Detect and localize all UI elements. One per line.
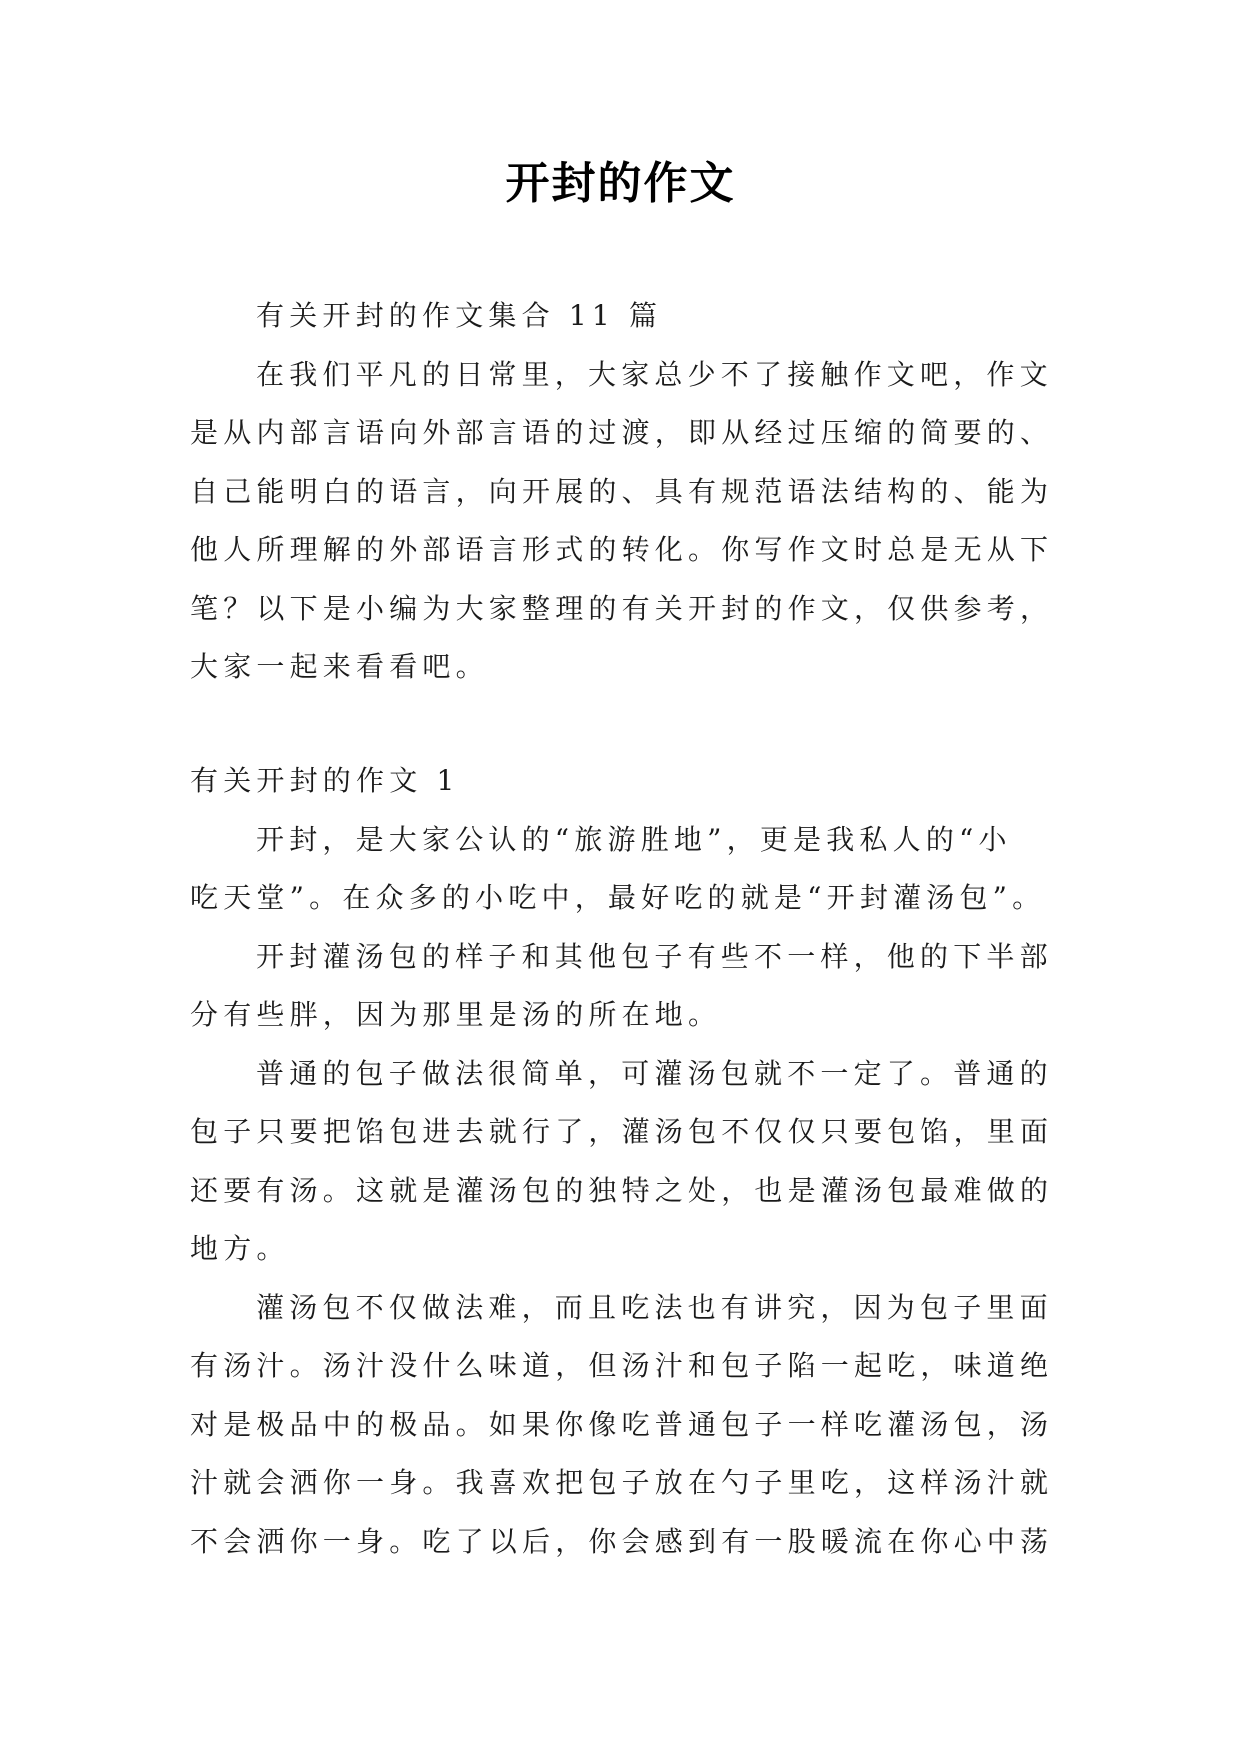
section-paragraph [190, 1279, 1090, 1572]
document-body [190, 287, 1090, 1571]
section-paragraph [190, 928, 1090, 1045]
paragraph-line: 灌汤包不仅做法难，而且吃法也有讲究，因为包子里面 [256, 1290, 1053, 1324]
section-heading: 有关开封的作文 1 [190, 764, 460, 797]
paragraph-line: 包子只要把馅包进去就行了，灌汤包不仅仅只要包馅，里面 [190, 1115, 1054, 1148]
paragraph-line: 汁就会洒你一身。我喜欢把包子放在勺子里吃，这样汤汁就 [190, 1466, 1054, 1499]
paragraph-line: 分有些胖，因为那里是汤的所在地。 [190, 998, 722, 1031]
essay-section [190, 752, 1090, 1571]
paragraph-line: 吃天堂”。在众多的小吃中，最好吃的就是“开封灌汤包”。 [190, 881, 1046, 914]
paragraph-line: 有汤汁。汤汁没什么味道，但汤汁和包子陷一起吃，味道绝 [190, 1349, 1054, 1382]
paragraph-line: 普通的包子做法很简单，可灌汤包就不一定了。普通的 [256, 1056, 1053, 1090]
paragraph-line: 自己能明白的语言，向开展的、具有规范语法结构的、能为 [190, 474, 1054, 508]
section-paragraph [190, 811, 1090, 928]
paragraph-line: 他人所理解的外部语言形式的转化。你写作文时总是无从下 [190, 533, 1054, 566]
paragraph-line: 笔？以下是小编为大家整理的有关开封的作文，仅供参考， [190, 591, 1054, 625]
intro-subtitle [190, 287, 1090, 346]
paragraph-line: 大家一起来看看吧。 [190, 650, 489, 683]
section-paragraph [190, 1045, 1090, 1279]
paragraph-line: 不会洒你一身。吃了以后，你会感到有一股暖流在你心中荡 [190, 1524, 1054, 1558]
paragraph-line: 开封，是大家公认的“旅游胜地”，更是我私人的“小 [256, 822, 1012, 856]
paragraph-line: 地方。 [190, 1232, 290, 1265]
paragraph-line: 有关开封的作文集合 11 篇 [256, 299, 663, 332]
document-title: 开封的作文 [505, 158, 736, 209]
paragraph-line: 是从内部言语向外部言语的过渡，即从经过压缩的简要的、 [190, 416, 1054, 449]
paragraph-line: 开封灌汤包的样子和其他包子有些不一样，他的下半部 [256, 939, 1053, 973]
paragraph-line: 在我们平凡的日常里，大家总少不了接触作文吧，作文 [256, 357, 1053, 391]
intro-paragraph [190, 346, 1090, 697]
paragraph-line: 对是极品中的极品。如果你像吃普通包子一样吃灌汤包，汤 [190, 1407, 1054, 1441]
paragraph-line: 还要有汤。这就是灌汤包的独特之处，也是灌汤包最难做的 [190, 1173, 1054, 1207]
